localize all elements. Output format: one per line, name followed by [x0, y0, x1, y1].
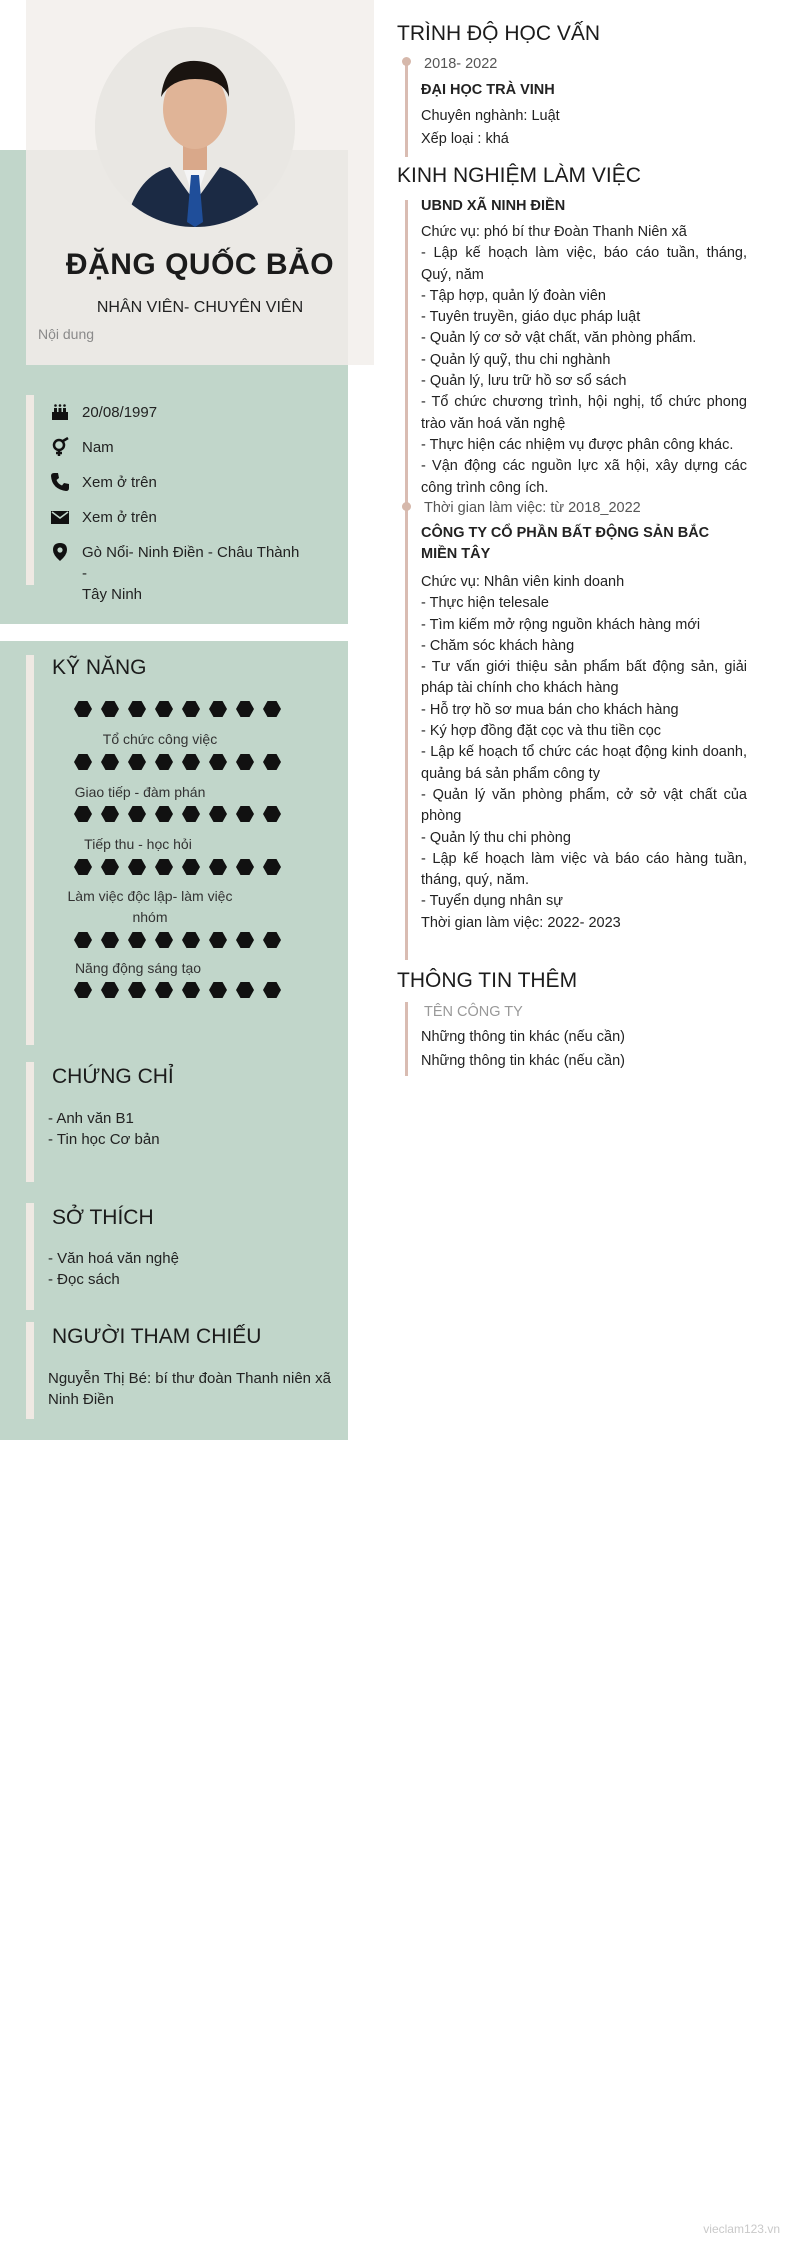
company-placeholder: TÊN CÔNG TY [424, 1004, 523, 1020]
hobbies-heading: SỞ THÍCH [52, 1206, 154, 1229]
rating-dot [263, 754, 281, 770]
list-item: - Thực hiện telesale [421, 595, 549, 612]
rating-dot [182, 806, 200, 822]
gender-icon [50, 437, 70, 457]
timeline-dot [402, 502, 411, 511]
list-item: - Lập kế hoạch làm việc, báo cáo tuần, tháng, Quý, năm [421, 245, 747, 283]
additional-heading: THÔNG TIN THÊM [397, 969, 578, 992]
certificates-accent-bar [26, 1062, 34, 1182]
hobbies-accent-bar [26, 1203, 34, 1310]
job2-time: Thời gian làm việc: 2022- 2023 [421, 914, 621, 931]
rating-dot [236, 932, 254, 948]
rating-dot [236, 859, 254, 875]
rating-dot [263, 701, 281, 717]
skill-label: Tiếp thu - học hỏi [84, 836, 192, 852]
email-value: Xem ở trên [82, 509, 157, 526]
list-item: - Tư vấn giới thiệu sản phẩm bất động sản, giải pháp tài chính cho khách hàng [421, 659, 747, 697]
rating-dot [128, 932, 146, 948]
education-period: 2018- 2022 [424, 56, 498, 72]
full-name: ĐẶNG QUỐC BẢO [65, 248, 335, 281]
rating-dot [155, 932, 173, 948]
list-item: - Tìm kiếm mở rộng nguồn khách hàng mới [421, 616, 701, 633]
list-item: - Quản lý quỹ, thu chi nghành [421, 351, 611, 368]
reference-accent-bar [26, 1322, 34, 1419]
skill-rating-1 [74, 754, 281, 770]
rating-dot [155, 701, 173, 717]
additional-line-1: Những thông tin khác (nếu cần) [421, 1029, 625, 1045]
skill-rating-5 [74, 982, 281, 998]
reference-heading: NGƯỜI THAM CHIẾU [52, 1325, 262, 1348]
email-row [50, 507, 157, 528]
rating-dot [209, 982, 227, 998]
list-item: - Tuyên truyền, giáo dục pháp luật [421, 309, 641, 326]
rating-dot [101, 806, 119, 822]
rating-dot [209, 701, 227, 717]
gender-row [50, 437, 114, 458]
rating-dot [101, 859, 119, 875]
list-item: - Đọc sách [48, 1271, 120, 1288]
additional-timeline [405, 1002, 408, 1076]
rating-dot [155, 859, 173, 875]
additional-line-2: Những thông tin khác (nếu cần) [421, 1053, 625, 1069]
experience-heading: KINH NGHIỆM LÀM VIỆC [397, 164, 641, 187]
rating-dot [155, 754, 173, 770]
rating-dot [236, 701, 254, 717]
skill-label: Năng động sáng tạo [74, 960, 202, 976]
reference-text: Nguyễn Thị Bé: bí thư đoàn Thanh niên xã Ninh Điền [48, 1370, 332, 1408]
list-item: - Ký hợp đồng đặt cọc và thu tiền cọc [421, 723, 662, 740]
rating-dot [209, 754, 227, 770]
sage-strip [0, 150, 26, 365]
skill-label: Làm việc độc lập- làm việc nhóm [67, 888, 233, 925]
location-pin-icon [50, 542, 70, 562]
rating-dot [209, 806, 227, 822]
address-value: Gò Nổi- Ninh Điền - Châu Thành - Tây Ninh [82, 544, 300, 603]
list-item: - Quản lý văn phòng phẩm, cở sở vật chất của phòng [421, 786, 747, 825]
skill-rating-4 [74, 932, 281, 948]
rating-dot [155, 806, 173, 822]
rating-dot [182, 859, 200, 875]
rating-dot [128, 806, 146, 822]
list-item: - Tập hợp, quản lý đoàn viên [421, 287, 606, 304]
rating-dot [74, 982, 92, 998]
education-timeline [405, 60, 408, 157]
rating-dot [128, 982, 146, 998]
job2-company: CÔNG TY CỔ PHẦN BẤT ĐỘNG SẢN BẮC MIỀN TÂY [421, 525, 710, 563]
summary-placeholder: Nội dung [38, 326, 95, 342]
rating-dot [263, 932, 281, 948]
rating-dot [209, 859, 227, 875]
job-title: NHÂN VIÊN- CHUYÊN VIÊN [96, 299, 304, 316]
list-item: - Hỗ trợ hồ sơ mua bán cho khách hàng [421, 701, 679, 718]
list-item: - Lập kế hoạch tổ chức các hoạt động kinh doanh, quảng bá sản phẩm công ty [421, 744, 747, 782]
list-item: - Vận động các nguồn lực xã hội, xây dựng các công trình công ích. [421, 458, 747, 496]
phone-row [50, 472, 157, 493]
phone-value: Xem ở trên [82, 474, 157, 491]
rating-dot [236, 806, 254, 822]
birthday-value: 20/08/1997 [82, 404, 158, 421]
rating-dot [263, 982, 281, 998]
skill-rating-2 [74, 806, 281, 822]
rating-dot [128, 701, 146, 717]
list-item: - Quản lý thu chi phòng [421, 829, 571, 846]
job1-details [421, 222, 747, 499]
rating-dot [263, 859, 281, 875]
job2-details [421, 572, 747, 934]
certificates-heading: CHỨNG CHỈ [52, 1065, 174, 1088]
phone-icon [50, 472, 70, 492]
birthday-row [50, 402, 157, 423]
list-item: - Lập kế hoạch làm việc và báo cáo hàng tuần, tháng, quý, năm. [421, 850, 747, 889]
timeline-dot [402, 57, 411, 66]
rating-dot [128, 859, 146, 875]
skills-accent-bar [26, 655, 34, 1045]
skill-rating-3 [74, 859, 281, 875]
rating-dot [101, 701, 119, 717]
rating-dot [74, 806, 92, 822]
skills-heading: KỸ NĂNG [52, 656, 147, 679]
cake-icon [50, 402, 70, 422]
job1-company: UBND XÃ NINH ĐIỀN [421, 198, 566, 214]
rating-dot [182, 701, 200, 717]
contact-accent-bar [26, 395, 34, 585]
rating-dot [74, 701, 92, 717]
list-item: - Tin học Cơ bản [48, 1131, 160, 1148]
experience-timeline [405, 200, 408, 960]
job1-time: Thời gian làm việc: từ 2018_2022 [424, 500, 641, 516]
profile-photo [95, 27, 295, 227]
rating-dot [128, 754, 146, 770]
rating-dot [74, 932, 92, 948]
rating-dot [263, 806, 281, 822]
list-item: - Anh văn B1 [48, 1110, 134, 1127]
hobbies-list [48, 1248, 179, 1290]
job1-position: Chức vụ: phó bí thư Đoàn Thanh Niên xã [421, 224, 687, 240]
rating-dot [101, 932, 119, 948]
skill-label: Giao tiếp - đàm phán [74, 784, 206, 800]
mail-icon [50, 507, 70, 527]
school-name: ĐẠI HỌC TRÀ VINH [421, 82, 555, 98]
list-item: - Văn hoá văn nghệ [48, 1250, 179, 1267]
list-item: - Thực hiện các nhiệm vụ được phân công khác. [421, 436, 734, 453]
rating-dot [236, 982, 254, 998]
education-heading: TRÌNH ĐỘ HỌC VẤN [397, 22, 601, 45]
certificates-list [48, 1108, 160, 1150]
rating-dot [74, 859, 92, 875]
list-item: - Quản lý cơ sở vật chất, văn phòng phẩm. [421, 330, 697, 347]
rating-dot [182, 932, 200, 948]
rating-dot [182, 754, 200, 770]
rating-dot [209, 932, 227, 948]
list-item: - Quản lý, lưu trữ hồ sơ sổ sách [421, 373, 627, 390]
rating-dot [101, 982, 119, 998]
grade: Xếp loại : khá [421, 131, 509, 147]
rating-dot [74, 754, 92, 770]
gender-value: Nam [82, 439, 114, 456]
rating-dot [182, 982, 200, 998]
list-item: - Chăm sóc khách hàng [421, 637, 575, 654]
list-item: - Tuyển dụng nhân sự [421, 893, 563, 910]
list-item: - Tổ chức chương trình, hội nghị, tổ chức phong trào văn hoá văn nghệ [421, 394, 747, 432]
skill-label: Tổ chức công việc [102, 731, 218, 747]
skill-rating-0 [74, 701, 281, 717]
rating-dot [155, 982, 173, 998]
rating-dot [236, 754, 254, 770]
job2-position: Chức vụ: Nhân viên kinh doanh [421, 574, 625, 590]
address-row [50, 542, 302, 605]
major: Chuyên nghành: Luật [421, 108, 560, 124]
watermark: vieclam123.vn [703, 2222, 780, 2236]
rating-dot [101, 754, 119, 770]
